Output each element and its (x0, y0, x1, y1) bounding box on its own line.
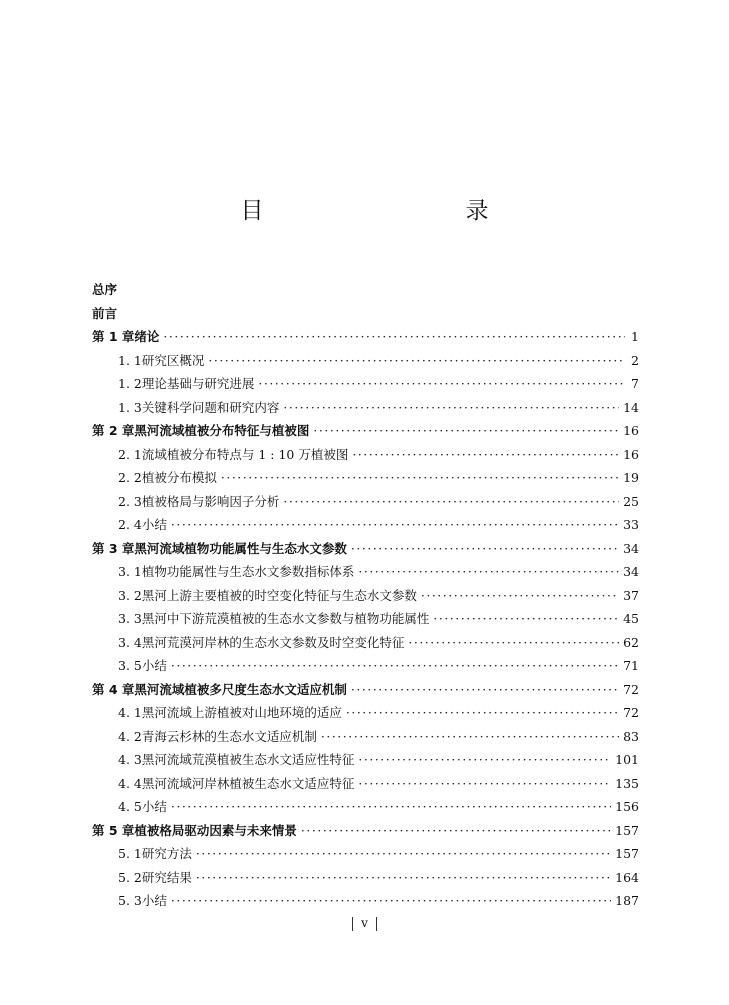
toc-entry-page: 25 (623, 493, 639, 509)
toc-entry-number: 第 3 章 (92, 540, 135, 556)
page-footer (0, 916, 729, 931)
toc-section-entry[interactable] (92, 633, 639, 657)
toc-entry-number: 1. 3 (118, 399, 142, 415)
toc-section-entry[interactable] (92, 515, 639, 539)
front-matter-preface[interactable] (92, 280, 639, 304)
toc-dot-leader (351, 541, 619, 556)
toc-entry-page: 72 (623, 681, 639, 697)
toc-section-entry[interactable] (92, 492, 639, 516)
toc-entry-number: 第 4 章 (92, 681, 135, 697)
toc-chapter-entry[interactable] (92, 327, 639, 351)
toc-entry-page: 2 (631, 352, 639, 368)
toc-entry-number: 4. 3 (118, 752, 142, 767)
toc-entry-title: 黑河流域植被分布特征与植被图 (134, 423, 310, 438)
toc-dot-leader (358, 752, 611, 767)
toc-entry-page: 157 (615, 822, 639, 838)
toc-chapter-entry[interactable] (92, 680, 639, 704)
toc-entry-page: 157 (615, 846, 639, 861)
toc-section-entry[interactable] (92, 891, 639, 915)
toc-entry-page: 33 (623, 517, 639, 532)
toc-entry-number: 第 2 章 (92, 423, 135, 438)
toc-entry-page: 19 (623, 470, 639, 485)
toc-entry-page: 37 (623, 587, 639, 603)
toc-entry-number: 4. 4 (118, 775, 142, 791)
toc-entry-number: 2. 2 (118, 470, 142, 485)
toc-dot-leader (346, 705, 619, 720)
toc-dot-leader (321, 729, 619, 744)
toc-dot-leader (351, 682, 619, 697)
toc-dot-leader (358, 776, 611, 791)
toc-entry-title: 黑河流域植被多尺度生态水文适应机制 (134, 681, 347, 697)
toc-entry-title: 黑河中下游荒漠植被的生态水文参数与植物功能属性 (141, 611, 430, 626)
toc-section-entry[interactable] (92, 351, 639, 375)
toc-entry-title: 植物功能属性与生态水文参数指标体系 (141, 564, 355, 579)
toc-entry-number: 2. 3 (118, 493, 142, 509)
toc-dot-leader (208, 353, 625, 368)
toc-entry-title: 植被分布模拟 (141, 470, 217, 485)
toc-dot-leader (301, 823, 611, 838)
toc-dot-leader (258, 376, 625, 391)
toc-section-entry[interactable] (92, 844, 639, 868)
toc-entry-title: 黑河荒漠河岸林的生态水文参数及时空变化特征 (141, 634, 405, 650)
toc-entry-page: 16 (623, 446, 639, 462)
toc-section-entry[interactable] (92, 774, 639, 798)
toc-entry-number: 1. 1 (118, 352, 142, 368)
toc-entry-title: 植被格局驱动因素与未来情景 (134, 822, 297, 838)
toc-section-entry[interactable] (92, 562, 639, 586)
toc-section-entry[interactable] (92, 445, 639, 469)
toc-dot-leader (221, 470, 619, 485)
toc-entry-page: 16 (623, 423, 639, 438)
toc-entry-page: 135 (615, 775, 639, 791)
toc-entry-number: 第 1 章 (92, 329, 135, 344)
toc-entry-title: 研究方法 (141, 846, 192, 861)
toc-entry-title: 小结 (141, 517, 167, 532)
toc-section-entry[interactable] (92, 398, 639, 422)
toc-section-entry[interactable] (92, 656, 639, 680)
toc-section-entry[interactable] (92, 703, 639, 727)
toc-dot-leader (283, 494, 619, 509)
front-matter-label: 总序 (92, 282, 118, 297)
toc-section-entry[interactable] (92, 797, 639, 821)
toc-section-entry[interactable] (92, 750, 639, 774)
toc-entry-page: 164 (615, 869, 639, 885)
page-number: v (361, 916, 368, 930)
toc-entry-number: 3. 4 (118, 634, 142, 650)
toc-entry-title: 研究结果 (141, 869, 192, 885)
toc-entry-number: 3. 2 (118, 587, 142, 603)
toc-dot-leader (352, 447, 619, 462)
toc-entry-title: 植被格局与影响因子分析 (141, 493, 280, 509)
toc-entry-page: 1 (631, 329, 639, 344)
toc-dot-leader (163, 329, 625, 344)
toc-entry-page: 14 (623, 399, 639, 415)
toc-entry-number: 2. 4 (118, 517, 142, 532)
toc-entry-number: 5. 1 (118, 846, 142, 861)
toc-entry-title: 黑河流域荒漠植被生态水文适应性特征 (141, 752, 355, 767)
toc-entry-title: 流域植被分布特点与 1 : 10 万植被图 (141, 446, 349, 462)
toc-entry-title: 小结 (141, 893, 167, 908)
toc-entry-title: 研究区概况 (141, 352, 205, 368)
toc-chapter-entry[interactable] (92, 421, 639, 445)
toc-dot-leader (171, 658, 619, 673)
toc-entry-title: 小结 (141, 658, 167, 673)
toc-entry-page: 34 (623, 564, 639, 579)
toc-dot-leader (408, 635, 619, 650)
toc-entry-page: 62 (623, 634, 639, 650)
front-matter-label: 前言 (92, 305, 118, 321)
table-of-contents (92, 280, 639, 915)
front-matter-foreword[interactable] (92, 304, 639, 328)
toc-entry-page: 72 (623, 705, 639, 720)
toc-entry-page: 83 (623, 728, 639, 744)
toc-chapter-entry[interactable] (92, 539, 639, 563)
toc-entry-page: 187 (615, 893, 639, 908)
toc-entry-title: 黑河上游主要植被的时空变化特征与生态水文参数 (141, 587, 417, 603)
toc-dot-leader (196, 870, 611, 885)
toc-entry-number: 2. 1 (118, 446, 142, 462)
footer-rule-right (376, 917, 377, 931)
toc-section-entry[interactable] (92, 586, 639, 610)
toc-entry-title: 黑河流域上游植被对山地环境的适应 (141, 705, 342, 720)
toc-entry-number: 第 5 章 (92, 822, 135, 838)
toc-entry-title: 理论基础与研究进展 (141, 376, 255, 391)
toc-entry-title: 关键科学问题和研究内容 (141, 399, 280, 415)
toc-dot-leader (433, 611, 619, 626)
toc-entry-page: 156 (615, 799, 639, 814)
page-title: 目 录 (240, 198, 541, 224)
toc-chapter-entry[interactable] (92, 821, 639, 845)
toc-dot-leader (421, 588, 619, 603)
toc-entry-page: 34 (623, 540, 639, 556)
toc-entry-title: 绪论 (134, 329, 160, 344)
toc-section-entry[interactable] (92, 468, 639, 492)
toc-dot-leader (171, 893, 611, 908)
toc-dot-leader (283, 400, 619, 415)
toc-entry-number: 5. 3 (118, 893, 142, 908)
toc-entry-title: 黑河流域植物功能属性与生态水文参数 (134, 540, 347, 556)
toc-entry-page: 45 (623, 611, 639, 626)
toc-section-entry[interactable] (92, 374, 639, 398)
toc-entry-number: 5. 2 (118, 869, 142, 885)
toc-dot-leader (171, 517, 619, 532)
toc-entry-number: 3. 5 (118, 658, 142, 673)
toc-entry-number: 4. 5 (118, 799, 142, 814)
toc-entry-title: 小结 (141, 799, 167, 814)
toc-entry-number: 4. 2 (118, 728, 142, 744)
toc-entry-page: 7 (631, 376, 639, 391)
toc-section-entry[interactable] (92, 609, 639, 633)
toc-entry-number: 1. 2 (118, 376, 142, 391)
toc-entry-title: 青海云杉林的生态水文适应机制 (141, 728, 317, 744)
toc-section-entry[interactable] (92, 868, 639, 892)
toc-entry-number: 3. 3 (118, 611, 142, 626)
toc-dot-leader (196, 846, 611, 861)
toc-entry-page: 101 (615, 752, 639, 767)
toc-entry-number: 4. 1 (118, 705, 142, 720)
toc-entry-title: 黑河流域河岸林植被生态水文适应特征 (141, 775, 355, 791)
toc-dot-leader (313, 423, 619, 438)
toc-dot-leader (358, 564, 619, 579)
toc-entry-number: 3. 1 (118, 564, 142, 579)
toc-section-entry[interactable] (92, 727, 639, 751)
toc-dot-leader (171, 799, 611, 814)
toc-entry-page: 71 (623, 658, 639, 673)
footer-rule-left (352, 917, 353, 931)
